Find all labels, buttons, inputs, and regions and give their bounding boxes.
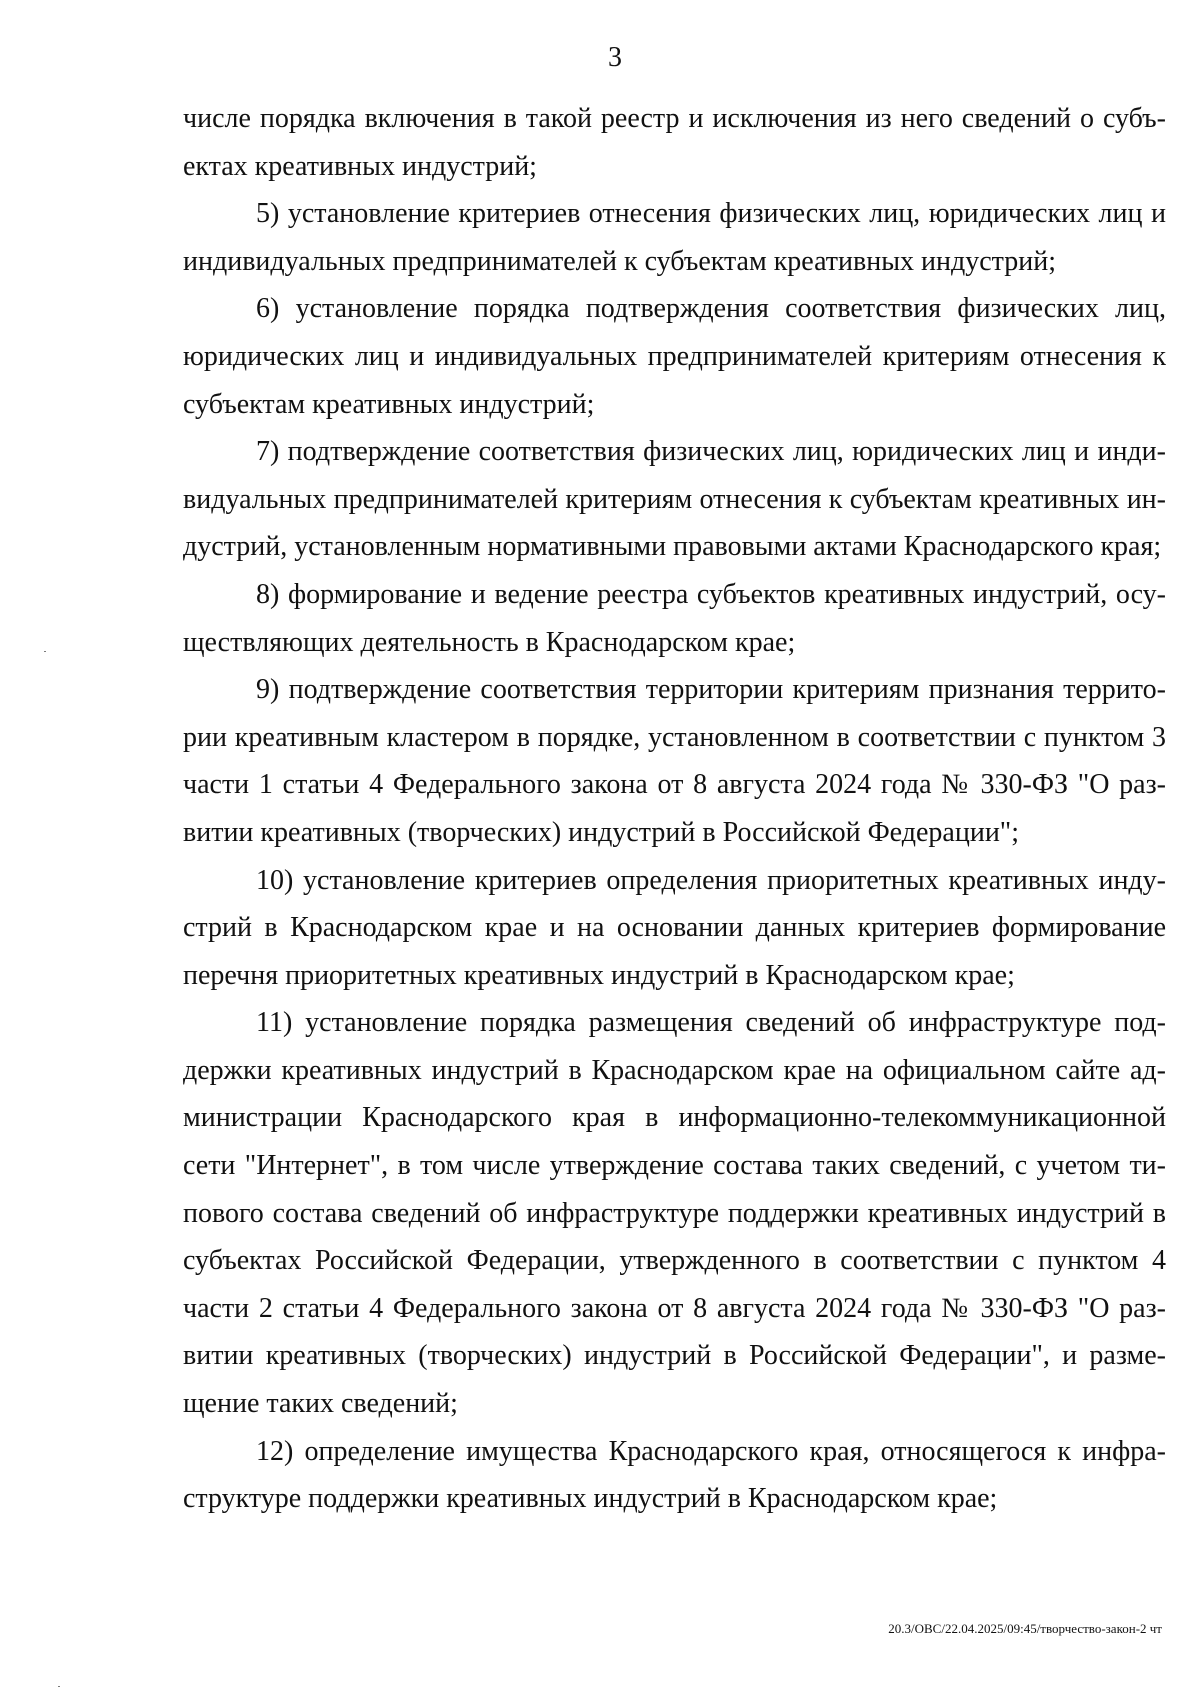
paragraph-continuation: числе порядка включения в такой реестр и исключения из него сведений о субъектах креативных индустрий; [183,103,1166,182]
paragraph-item-10: 10) установление критериев определения приоритетных креативных индустрий в Краснодарском крае и на основании данных критериев формирование перечня приоритетных креативных индустрий в Краснодарском крае; [183,864,1166,991]
paragraph-item-7: 7) подтверждение соответствия физических лиц, юридических лиц и индивидуальных предпринимателей критериям отнесения к субъектам креативных индустрий, установленным нормативными правовыми актами Краснодарского края; [183,436,1166,563]
paragraph-item-11: 11) установление порядка размещения сведений об инфраструктуре поддержки креативных индустрий в Краснодарском крае на официальном сайте администрации Краснодарского края в информационно-телекоммуникационной сети "Интернет", в том числе утверждение состава таких сведений, с учетом типового состава сведений об инфраструктуре поддержки креативных индустрий в субъектах Российской Федерации, утвержденного в соответствии с пунктом 4 части 2 статьи 4 Федерального закона от 8 августа 2024 года № 330-ФЗ "О развитии креативных (творческих) индустрий в Российской Федерации", и размещение таких сведений; [183,1007,1166,1420]
paragraph-item-9: 9) подтверждение соответствия территории критериям признания территории креативным кластером в порядке, установленном в соответствии с пунктом 3 части 1 статьи 4 Федерального закона от 8 августа 2024 года № 330-ФЗ "О развитии креативных (творческих) индустрий в Российской Федерации"; [183,674,1166,848]
paragraph-item-6: 6) установление порядка подтверждения соответствия физических лиц, юридических лиц и индивидуальных предпринимателей критериям отнесения к субъектам креативных индустрий; [183,293,1166,420]
document-footer-code: 20.3/ОВС/22.04.2025/09:45/творчество-закон-2 чт [888,1621,1162,1636]
paragraph-item-8: 8) формирование и ведение реестра субъектов креативных индустрий, осуществляющих деятельность в Краснодарском крае; [183,578,1166,658]
scan-speck [58,1686,60,1687]
scan-speck [44,651,46,652]
document-body [183,95,1166,1523]
paragraph-item-5: 5) установление критериев отнесения физических лиц, юридических лиц и индивидуальных предпринимателей к субъектам креативных индустрий; [183,198,1166,277]
paragraph-item-12: 12) определение имущества Краснодарского края, относящегося к инфраструктуре поддержки креативных индустрий в Краснодарском крае; [183,1435,1166,1515]
page-number: 3 [608,42,622,73]
